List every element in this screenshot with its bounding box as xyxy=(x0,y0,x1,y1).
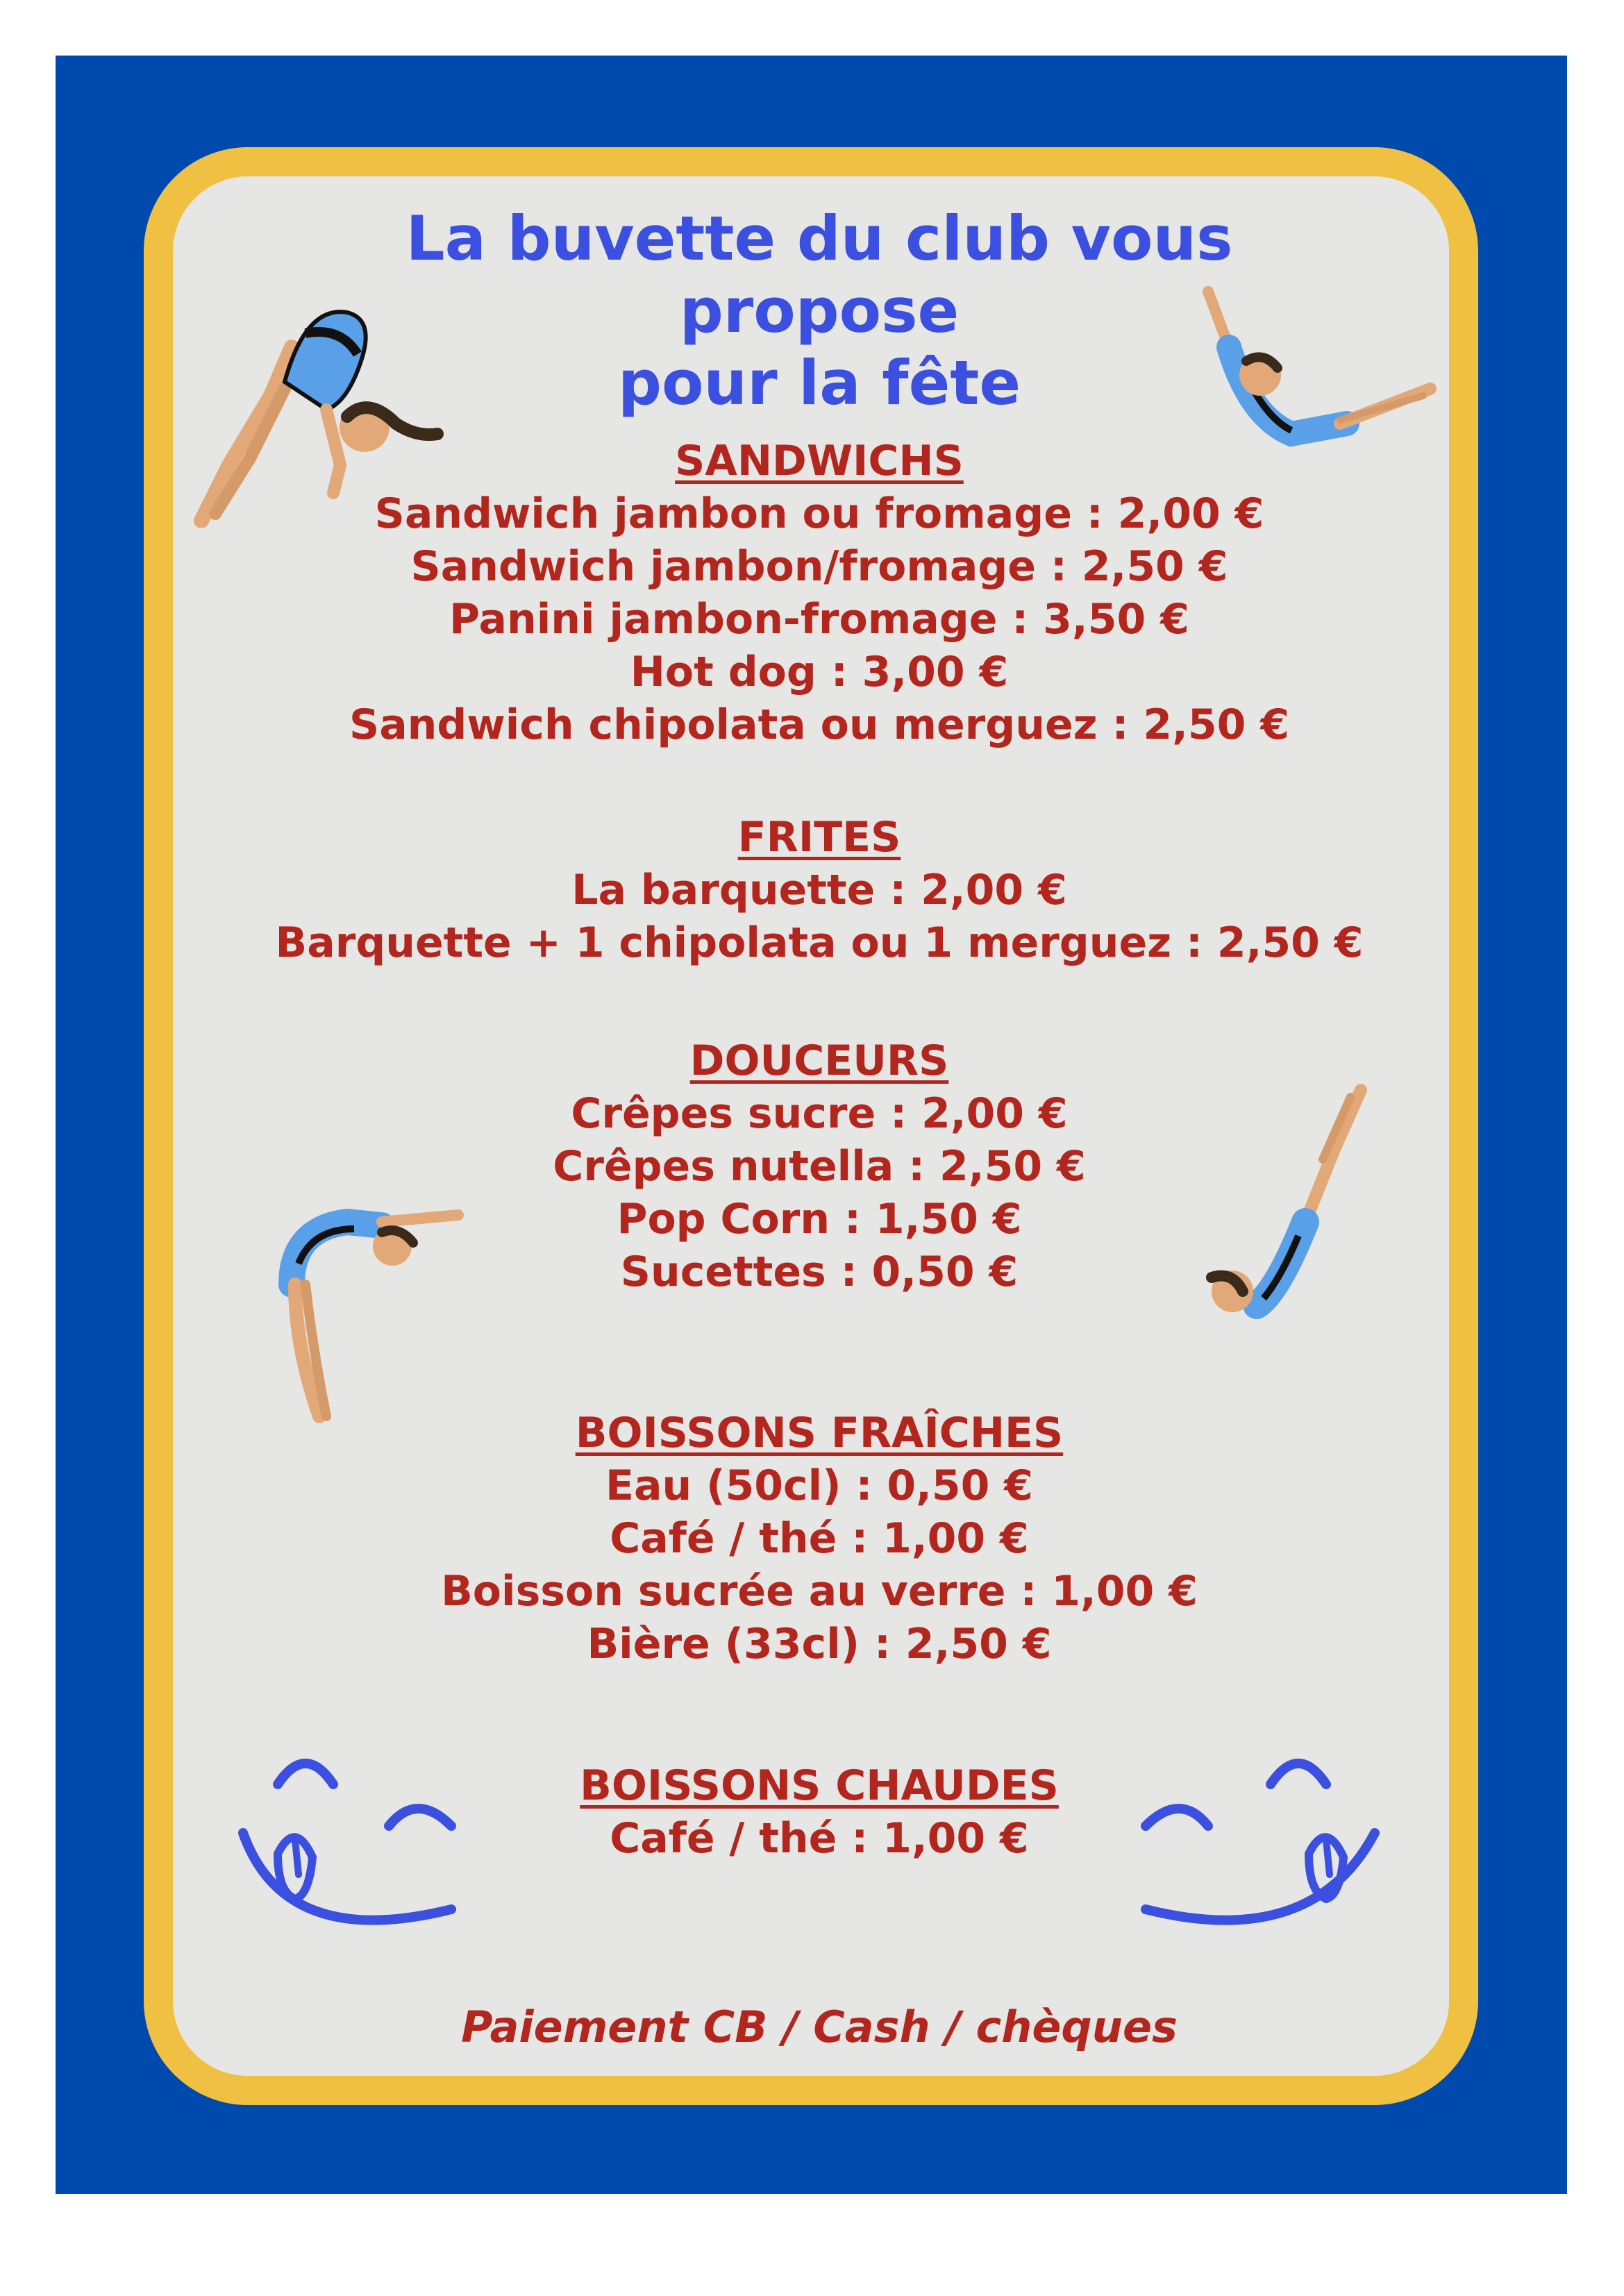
section-heading: SANDWICHS xyxy=(675,437,964,485)
diver-illustration-mid-right xyxy=(1194,1083,1375,1333)
section-heading: DOUCEURS xyxy=(689,1037,949,1085)
menu-item: Pop Corn : 1,50 € xyxy=(617,1195,1022,1243)
title-line-1: La buvette du club vous propose xyxy=(405,203,1233,346)
menu-item: Panini jambon-fromage : 3,50 € xyxy=(449,595,1189,644)
menu-item: La barquette : 2,00 € xyxy=(571,866,1067,914)
menu-item: Sandwich chipolata ou merguez : 2,50 € xyxy=(349,701,1289,749)
menu-item: Barquette + 1 chipolata ou 1 merguez : 2,50 € xyxy=(275,919,1364,967)
diver-illustration-mid-left xyxy=(278,1208,472,1430)
section-heading: FRITES xyxy=(737,813,901,862)
payment-info: Paiement CB / Cash / chèques xyxy=(461,2002,1178,2052)
menu-item: Bière (33cl) : 2,50 € xyxy=(587,1620,1052,1668)
menu-item: Sucettes : 0,50 € xyxy=(620,1248,1019,1296)
menu-item: Café / thé : 1,00 € xyxy=(610,1814,1029,1863)
smiley-tongue-icon-left xyxy=(229,1736,493,1944)
section-heading: BOISSONS FRAÎCHES xyxy=(575,1409,1064,1457)
diver-illustration-top-left xyxy=(187,292,465,528)
menu-item: Eau (50cl) : 0,50 € xyxy=(605,1461,1033,1510)
section-heading: BOISSONS CHAUDES xyxy=(580,1761,1059,1810)
section-frites xyxy=(264,811,1375,969)
menu-item: Hot dog : 3,00 € xyxy=(630,648,1009,696)
title-line-2: pour la fête xyxy=(617,347,1021,419)
menu-item: Crêpes nutella : 2,50 € xyxy=(553,1142,1086,1191)
smiley-tongue-icon-right xyxy=(1132,1736,1396,1944)
menu-item: Café / thé : 1,00 € xyxy=(610,1514,1029,1563)
menu-item: Sandwich jambon ou fromage : 2,00 € xyxy=(374,489,1264,538)
diver-illustration-top-right xyxy=(1187,285,1437,451)
menu-item: Sandwich jambon/fromage : 2,50 € xyxy=(410,542,1228,591)
menu-item: Boisson sucrée au verre : 1,00 € xyxy=(441,1567,1198,1616)
menu-item: Crêpes sucre : 2,00 € xyxy=(571,1089,1068,1138)
section-boissons-fraiches xyxy=(264,1407,1375,1670)
